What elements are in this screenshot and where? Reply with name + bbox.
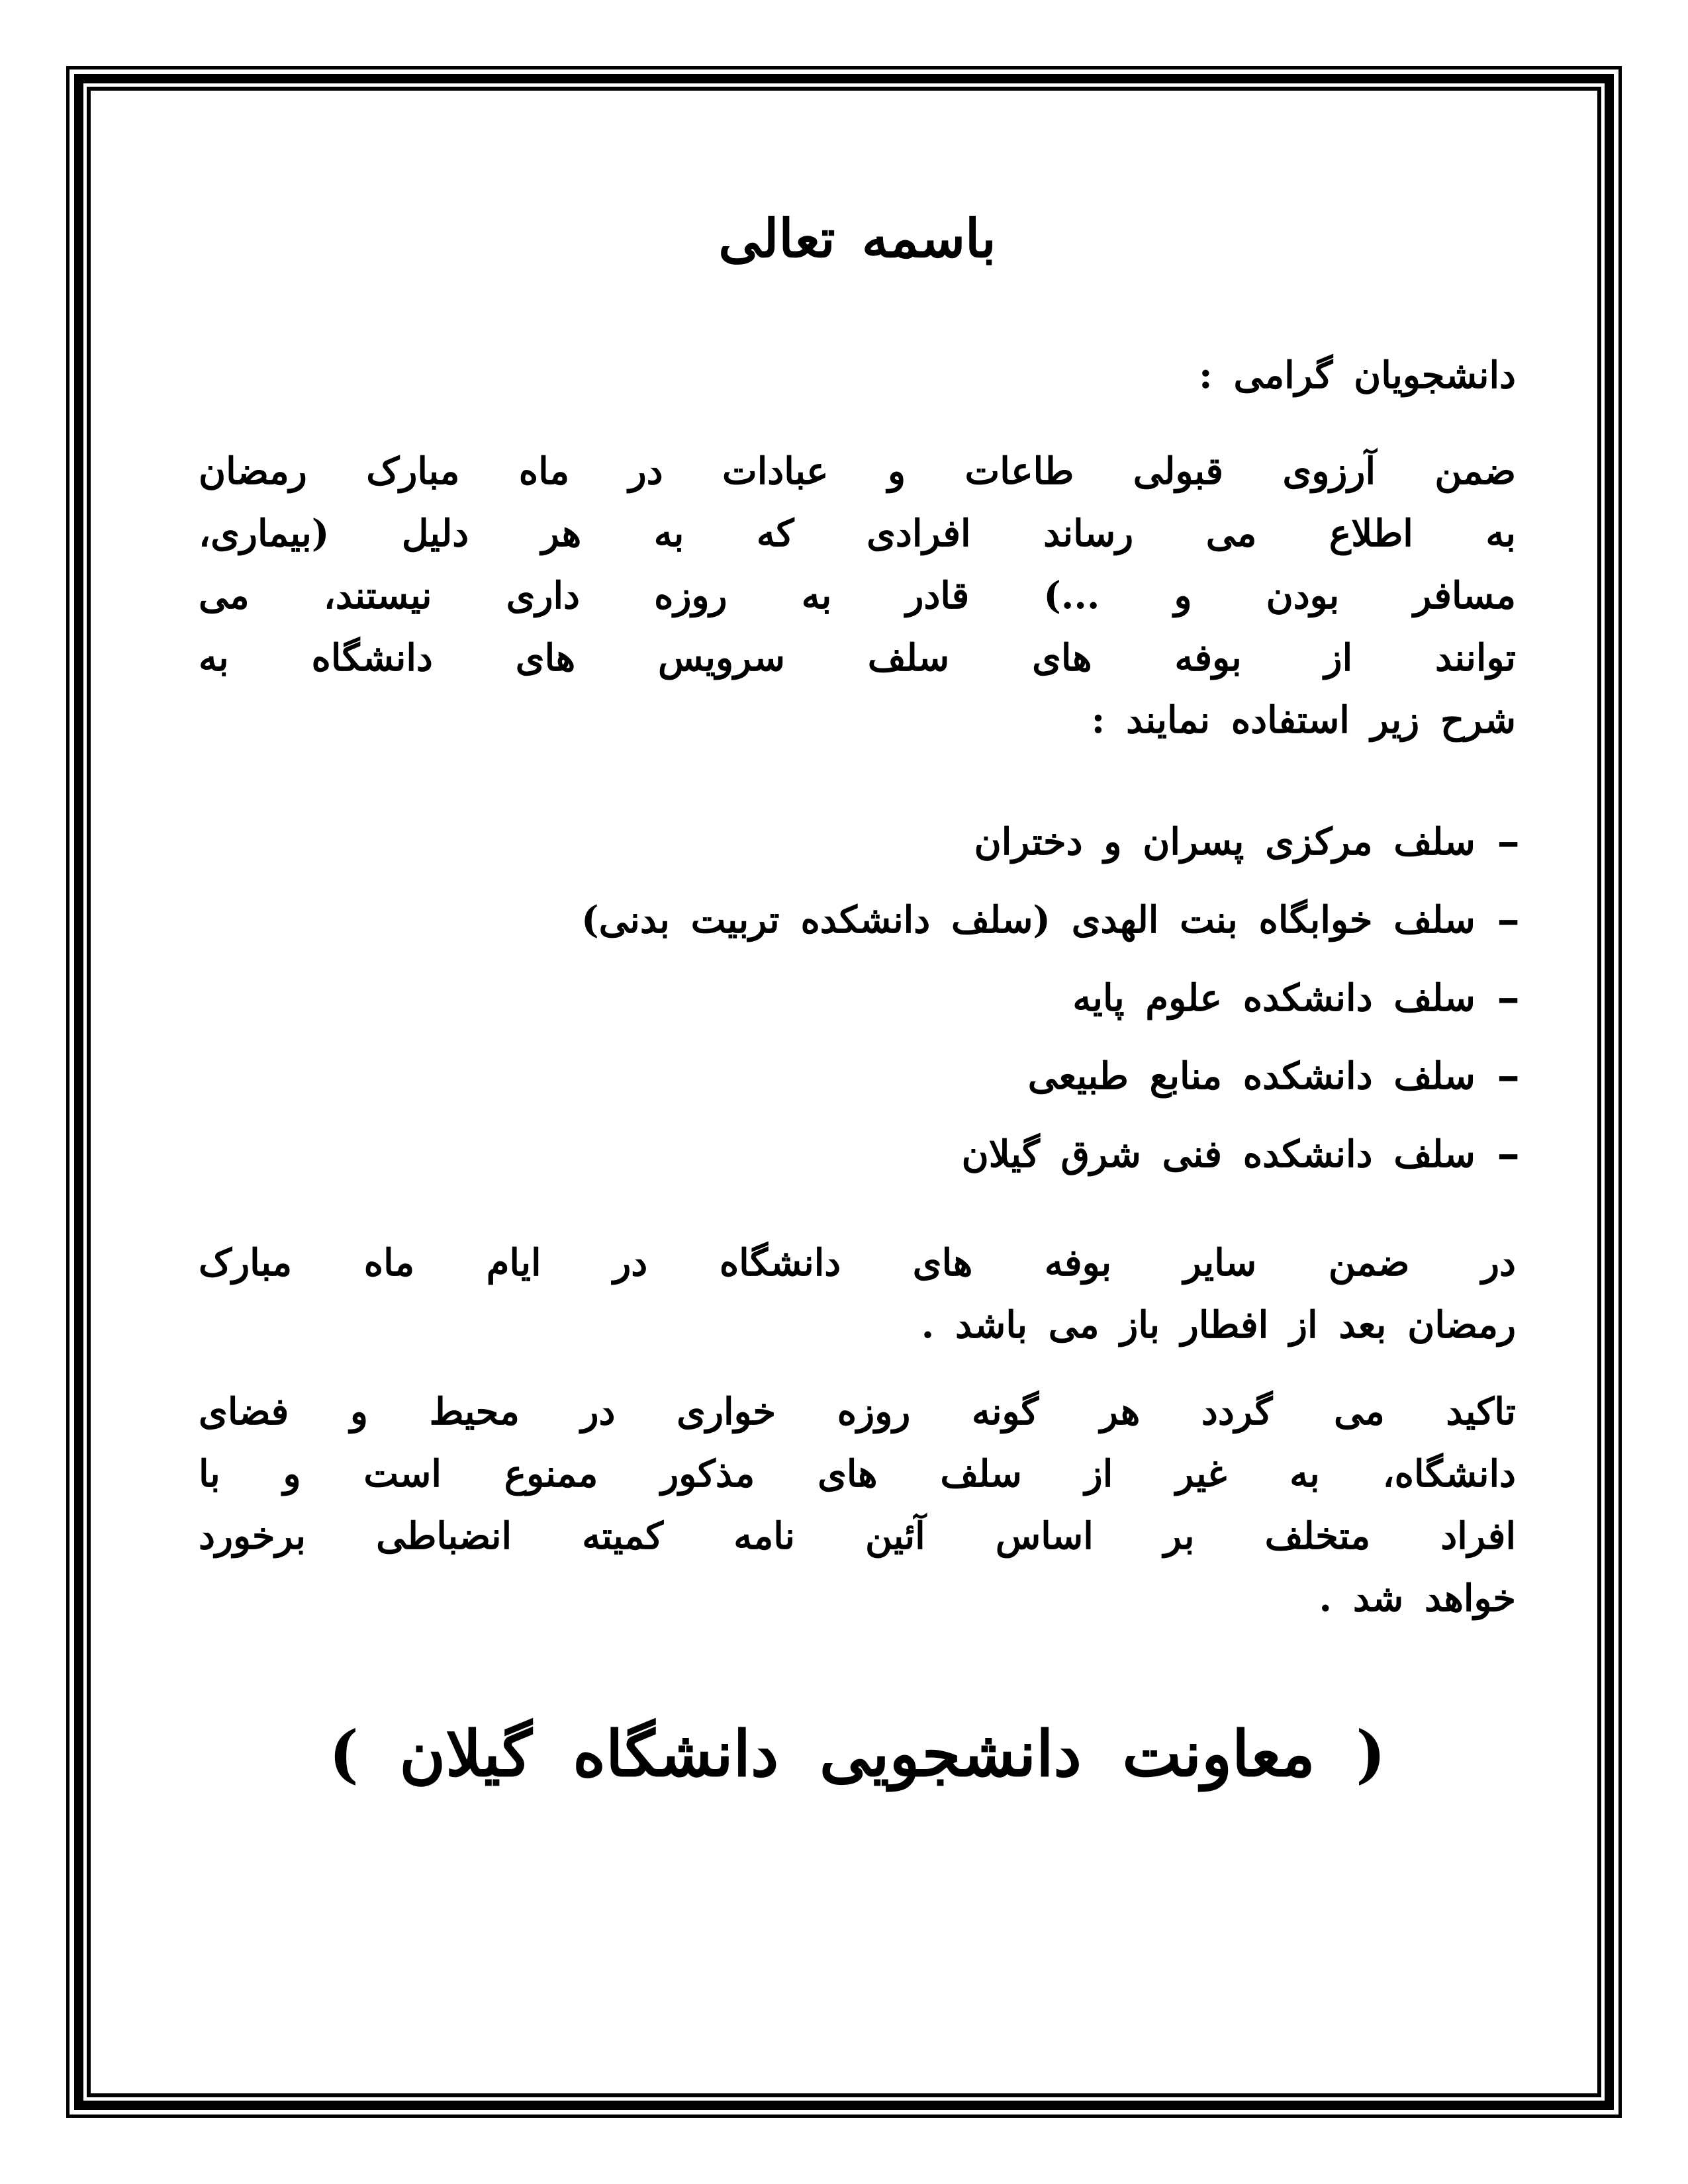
- warning-paragraph: [199, 1381, 1516, 1629]
- paragraph-line: توانند از بوفه های سلف سرویس های دانشگاه به: [199, 636, 1516, 680]
- list-item: [199, 967, 1521, 1029]
- paragraph-line: شرح زیر استفاده نمایند :: [1091, 698, 1516, 742]
- intro-paragraph: [199, 440, 1516, 751]
- list-item: [199, 1123, 1521, 1185]
- paragraph-line: افراد متخلف بر اساس آئین نامه کمیته انضباطی برخورد: [199, 1514, 1516, 1558]
- bullet-marker: -: [1495, 820, 1521, 864]
- outer-border-frame: [66, 66, 1622, 2118]
- paragraph-line: به اطلاع می رساند افرادی که به هر دلیل (بیماری،: [199, 512, 1516, 555]
- bullet-marker: -: [1495, 898, 1521, 942]
- list-item-text: سلف دانشکده منابع طبیعی: [1027, 1054, 1476, 1098]
- list-item-text: سلف دانشکده فنی شرق گیلان: [961, 1132, 1476, 1176]
- cafeteria-list: [199, 811, 1521, 1185]
- list-item: [199, 1045, 1521, 1107]
- list-item-text: سلف مرکزی پسران و دختران: [974, 820, 1476, 864]
- letter-content: [91, 91, 1597, 2093]
- greeting-line: دانشجویان گرامی :: [1199, 353, 1516, 397]
- inner-border-frame: [87, 87, 1601, 2097]
- paragraph-line: ضمن آرزوی قبولی طاعات و عبادات در ماه مبارک رمضان: [199, 449, 1516, 493]
- paragraph-line: دانشگاه، به غیر از سلف های مذکور ممنوع است و با: [199, 1452, 1516, 1496]
- paragraph-line: رمضان بعد از افطار باز می باشد .: [921, 1303, 1516, 1347]
- middle-border-frame: [74, 74, 1614, 2110]
- bullet-marker: -: [1495, 1132, 1521, 1176]
- signature-line: ( معاونت دانشجویی دانشگاه گیلان ): [328, 1717, 1386, 1791]
- list-item-text: سلف دانشکده علوم پایه: [1072, 976, 1476, 1020]
- paragraph-line: در ضمن سایر بوفه های دانشگاه در ایام ماه مبارک: [199, 1241, 1516, 1285]
- list-item: [199, 889, 1521, 951]
- paragraph-line: مسافر بودن و ...) قادر به روزه داری نیستند، می: [199, 574, 1516, 617]
- bullet-marker: -: [1495, 1054, 1521, 1098]
- list-item-text: سلف خوابگاه بنت الهدی (سلف دانشکده تربیت بدنی): [581, 898, 1476, 942]
- bullet-marker: -: [1495, 976, 1521, 1020]
- paragraph-line: تاکید می گردد هر گونه روزه خواری در محیط و فضای: [199, 1390, 1516, 1433]
- paragraph-line: خواهد شد .: [1319, 1576, 1516, 1620]
- note-paragraph: [199, 1232, 1516, 1356]
- list-item: [199, 811, 1521, 873]
- document-title: باسمه تعالی: [718, 207, 996, 269]
